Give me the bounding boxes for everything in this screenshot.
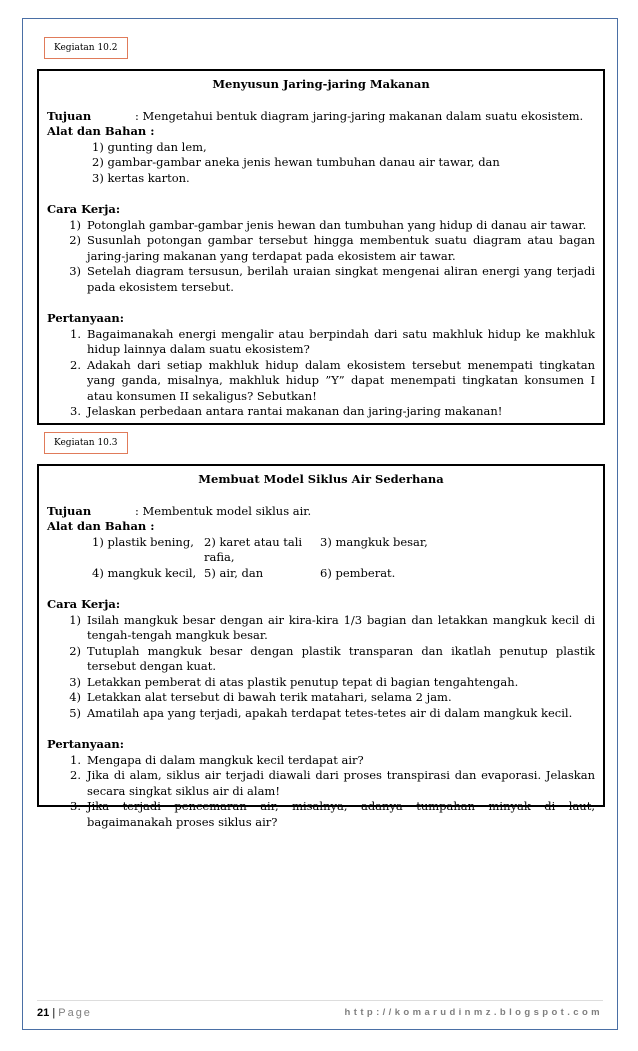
cara-label: Cara Kerja: [47,597,121,611]
item-text: Isilah mangkuk besar dengan air kira-kira 1/3 bagian dan letakkan mangkuk kecil di tengah-tengah mangkuk besar. [87,612,595,642]
alat-item: 3) kertas karton. [92,170,190,185]
activity-tag: Kegiatan 10.3 [44,432,128,454]
page-number: 21 [37,1007,50,1019]
item-text: Letakkan alat tersebut di bawah terik matahari, selama 2 jam. [87,690,452,704]
item-number: 2) [69,643,81,658]
item-text: Jika di alam, siklus air terjadi diawali dari proses transpirasi dan evaporasi. Jelaskan secara singkat siklus air di alam! [87,768,595,798]
item-text: Jika terjadi pencemaran air, misalnya, adanya tumpahan minyak di laut, bagaimanakah proses siklus air? [87,799,595,829]
alat-item: 2) gambar-gambar aneka jenis hewan tumbuhan danau air tawar, dan [92,155,500,169]
page-label [37,1007,92,1019]
tujuan-text: : Membentuk model siklus air. [135,503,312,518]
alat-item: 1) plastik bening, [92,534,194,549]
item-number: 1. [70,752,81,767]
tujuan-label: Tujuan [47,503,92,518]
list-item [47,768,595,799]
item-number: 1) [69,612,81,627]
tujuan-label: Tujuan [47,108,92,123]
list-item [47,358,595,405]
item-text: Susunlah potongan gambar tersebut hingga membentuk suatu diagram atau bagan jaring-jaring makanan yang terdapat pada ekosistem air tawar. [87,233,595,263]
alat-label: Alat dan Bahan : [47,519,155,533]
pertanyaan-list [47,327,595,420]
activity-box-food-web [37,69,605,425]
separator: | [52,1007,56,1019]
page-footer [37,1000,603,1019]
list-item [47,690,595,706]
alat-item: 6) pemberat. [320,565,396,580]
item-number: 2. [70,357,81,372]
alat-item: 5) air, dan [204,565,264,580]
alat-item: 3) mangkuk besar, [320,534,428,549]
item-text: Bagaimanakah energi mengalir atau berpindah dari satu makhluk hidup ke makhluk hidup lainnya dalam suatu ekosistem? [87,326,595,356]
item-number: 4) [69,690,81,704]
activity-tag: Kegiatan 10.2 [44,37,128,59]
list-item [47,327,595,358]
item-number: 5) [69,705,81,720]
item-text: Amatilah apa yang terjadi, apakah terdapat tetes-tetes air di dalam mangkuk kecil. [87,705,573,720]
list-item [47,233,595,264]
list-item [47,644,595,675]
item-number: 3. [70,799,81,813]
item-text: Letakkan pemberat di atas plastik penutup tepat di bagian tengahtengah. [87,674,519,689]
item-text: Jelaskan perbedaan antara rantai makanan dan jaring-jaring makanan! [87,404,503,418]
alat-grid [47,535,595,582]
item-number: 3) [69,264,81,278]
item-number: 2) [69,233,81,247]
cara-label: Cara Kerja: [47,202,121,216]
tujuan-text: : Mengetahui bentuk diagram jaring-jaring makanan dalam suatu ekosistem. [135,108,584,123]
alat-label: Alat dan Bahan : [47,124,155,138]
list-item [47,218,595,234]
item-text: Mengapa di dalam mangkuk kecil terdapat air? [87,752,364,767]
pertanyaan-list [47,753,595,831]
list-item [47,799,595,830]
alat-item: 2) karet atau tali rafia, [204,534,303,564]
item-text: Adakah dari setiap makhluk hidup dalam ekosistem tersebut menempati tingkatan yang ganda, misalnya, makhluk hidup ”Y” dapat menempati tingkatan konsumen I atau konsumen II sekaligus? Sebutkan! [87,357,595,403]
cara-list [47,218,595,296]
item-number: 3) [69,674,81,689]
pertanyaan-label: Pertanyaan: [47,737,125,751]
list-item [47,404,595,420]
pertanyaan-label: Pertanyaan: [47,311,125,325]
item-number: 1. [70,326,81,341]
activity-title: Membuat Model Siklus Air Sederhana [198,472,444,486]
item-text: Tutuplah mangkuk besar dengan plastik transparan dan ikatlah penutup plastik tersebut dengan kuat. [87,643,595,673]
item-text: Setelah diagram tersusun, berilah uraian singkat mengenai aliran energi yang terjadi pada ekosistem tersebut. [87,264,595,294]
alat-item: 4) mangkuk kecil, [92,565,197,580]
footer-url-link[interactable]: http://komarudinmz.blogspot.com [344,1007,603,1018]
list-item [47,264,595,295]
item-number: 3. [70,404,81,418]
list-item [47,613,595,644]
activity-box-water-cycle [37,464,605,829]
item-number: 2. [70,768,81,782]
item-number: 1) [69,217,81,232]
item-text: Potonglah gambar-gambar jenis hewan dan tumbuhan yang hidup di danau air tawar. [87,217,587,232]
activity-title: Menyusun Jaring-jaring Makanan [212,77,430,91]
cara-list [47,613,595,722]
list-item [47,706,595,722]
list-item [47,753,595,769]
page-word: Page [58,1007,92,1019]
list-item [47,675,595,691]
alat-item: 1) gunting dan lem, [92,139,207,154]
